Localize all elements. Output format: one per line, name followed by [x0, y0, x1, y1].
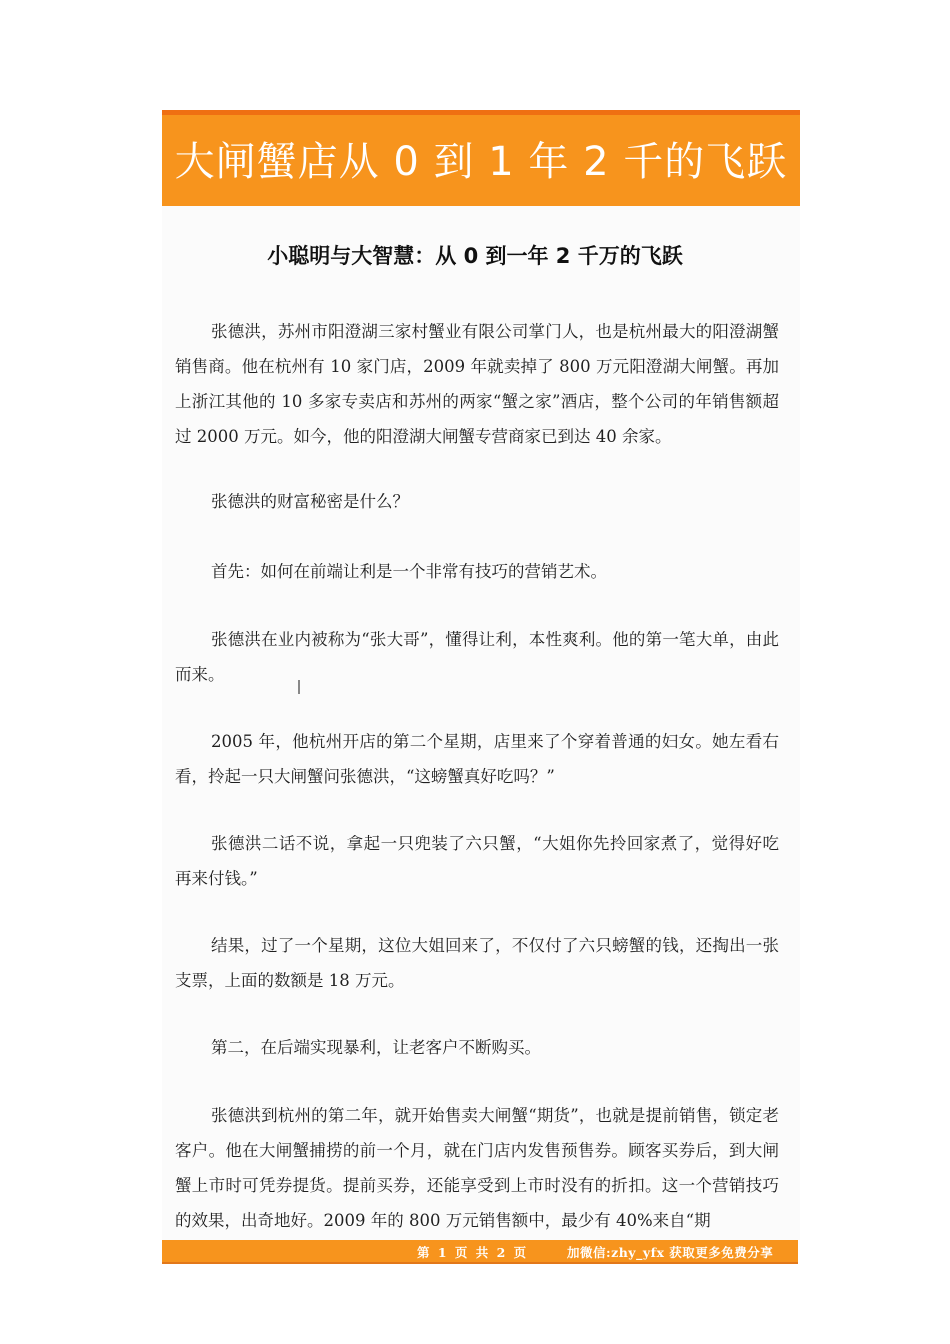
scan-mark: [298, 680, 300, 694]
footer-bar: [162, 1240, 798, 1264]
paragraph-2005: 2005 年，他杭州开店的第二个星期，店里来了个穿着普通的妇女。她左看右看，拎起一只大闸蟹问张德洪，“这螃蟹真好吃吗？”: [175, 732, 779, 786]
article-title: 小聪明与大智慧：从 0 到一年 2 千万的飞跃: [267, 244, 683, 268]
paragraph-futures: 张德洪到杭州的第二年，就开始售卖大闸蟹“期货”，也就是提前销售，锁定老客户。他在大闸蟹捕捞的前一个月，就在门店内发售预售券。顾客买券后，到大闸蟹上市时可凭券提货。提前买券，还能享受到上市时没有的折扣。这一个营销技巧的效果，出奇地好。2009 年的 800 万元销售额中，最少有 40%来自“期: [175, 1106, 779, 1230]
paragraph-first-point: 首先：如何在前端让利是一个非常有技巧的营销艺术。: [211, 562, 607, 581]
paragraph-question: 张德洪的财富秘密是什么？: [211, 492, 409, 511]
paragraph-cheque: 结果，过了一个星期，这位大姐回来了，不仅付了六只螃蟹的钱，还掏出一张支票，上面的数额是 18 万元。: [175, 936, 779, 990]
contact-text: 加微信:zhy_yfx 获取更多免费分享: [567, 1245, 774, 1260]
page-number: 第 1 页 共 2 页: [417, 1245, 529, 1260]
banner-title: 大闸蟹店从 0 到 1 年 2 千的飞跃: [174, 139, 788, 185]
paragraph-six-crabs: 张德洪二话不说，拿起一只兜装了六只蟹，“大姐你先拎回家煮了，觉得好吃再来付钱。”: [175, 834, 779, 888]
title-banner: [162, 110, 800, 206]
paragraph-intro: 张德洪，苏州市阳澄湖三家村蟹业有限公司掌门人，也是杭州最大的阳澄湖蟹销售商。他在杭州有 10 家门店，2009 年就卖掉了 800 万元阳澄湖大闸蟹。再加上浙江其他的 10 多家专卖店和苏州的两家“蟹之家”酒店，整个公司的年销售额超过 2000 万元。如今，他的阳澄湖大闸蟹专营商家已到达 40 余家。: [175, 322, 779, 446]
paragraph-big-brother: 张德洪在业内被称为“张大哥”，懂得让利，本性爽利。他的第一笔大单，由此而来。: [175, 630, 779, 684]
paragraph-second-point: 第二，在后端实现暴利，让老客户不断购买。: [211, 1038, 541, 1057]
